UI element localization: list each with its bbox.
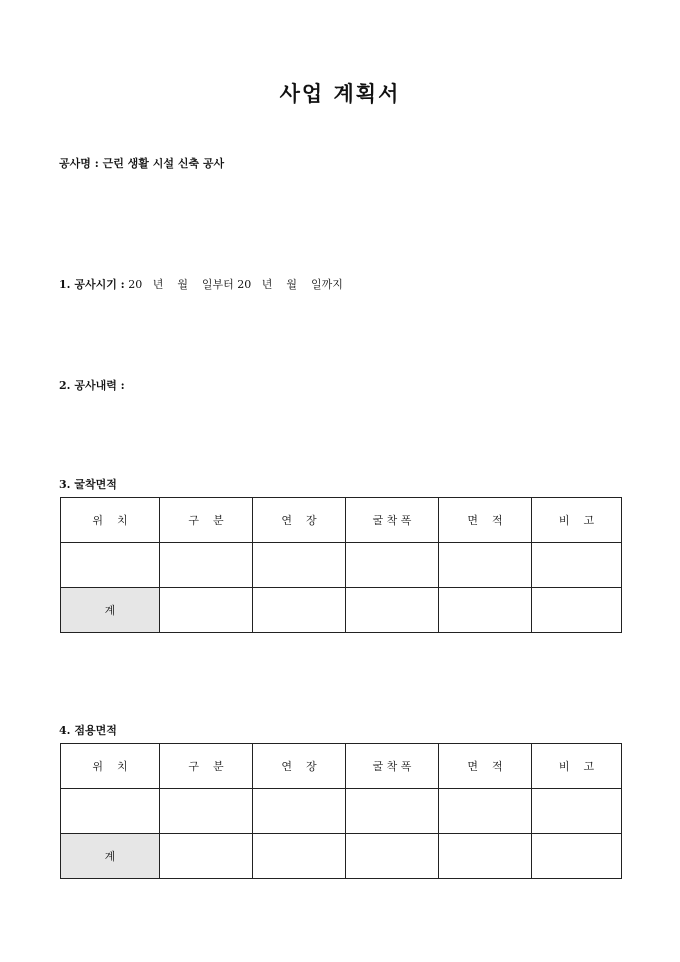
table-cell[interactable] — [532, 834, 622, 879]
table-cell[interactable] — [61, 543, 160, 588]
table-cell[interactable] — [160, 789, 253, 834]
column-header-length: 연 장 — [253, 498, 346, 543]
table-cell[interactable] — [346, 588, 439, 633]
column-header-area: 면 적 — [439, 744, 532, 789]
table-cell[interactable] — [439, 834, 532, 879]
table-cell[interactable] — [346, 789, 439, 834]
table-cell[interactable] — [532, 543, 622, 588]
table-row — [61, 543, 622, 588]
total-label: 계 — [61, 588, 160, 633]
table-cell[interactable] — [532, 588, 622, 633]
table-row — [61, 789, 622, 834]
table-cell[interactable] — [253, 789, 346, 834]
table-cell[interactable] — [253, 543, 346, 588]
table-cell[interactable] — [253, 834, 346, 879]
table-cell[interactable] — [160, 834, 253, 879]
column-header-remarks: 비 고 — [532, 498, 622, 543]
occupancy-area-table — [60, 743, 622, 879]
project-name: 공사명 : 근린 생활 시설 신축 공사 — [59, 157, 225, 170]
table-cell[interactable] — [439, 588, 532, 633]
column-header-excavation-width: 굴 착 폭 — [346, 498, 439, 543]
period-label: 1. 공사시기 : — [59, 278, 125, 291]
table-cell[interactable] — [61, 789, 160, 834]
table-cell[interactable] — [346, 543, 439, 588]
total-label: 계 — [61, 834, 160, 879]
construction-period — [59, 276, 343, 292]
table-cell[interactable] — [439, 789, 532, 834]
column-header-area: 면 적 — [439, 498, 532, 543]
occupancy-area-heading: 4. 점용면적 — [59, 724, 117, 737]
period-text: 20 년 월 일부터 20 년 월 일까지 — [124, 278, 343, 291]
column-header-location: 위 치 — [61, 498, 160, 543]
column-header-remarks: 비 고 — [532, 744, 622, 789]
table-total-row — [61, 834, 622, 879]
table-header-row — [61, 744, 622, 789]
column-header-location: 위 치 — [61, 744, 160, 789]
table-header-row — [61, 498, 622, 543]
column-header-category: 구 분 — [160, 498, 253, 543]
table-total-row — [61, 588, 622, 633]
column-header-length: 연 장 — [253, 744, 346, 789]
excavation-area-heading: 3. 굴착면적 — [59, 478, 117, 491]
excavation-area-table — [60, 497, 622, 633]
column-header-excavation-width: 굴 착 폭 — [346, 744, 439, 789]
document-title: 사업 계획서 — [279, 81, 401, 106]
table-cell[interactable] — [532, 789, 622, 834]
table-cell[interactable] — [346, 834, 439, 879]
column-header-category: 구 분 — [160, 744, 253, 789]
construction-history-label: 2. 공사내력 : — [59, 379, 125, 392]
table-cell[interactable] — [253, 588, 346, 633]
table-cell[interactable] — [160, 543, 253, 588]
table-cell[interactable] — [160, 588, 253, 633]
table-cell[interactable] — [439, 543, 532, 588]
